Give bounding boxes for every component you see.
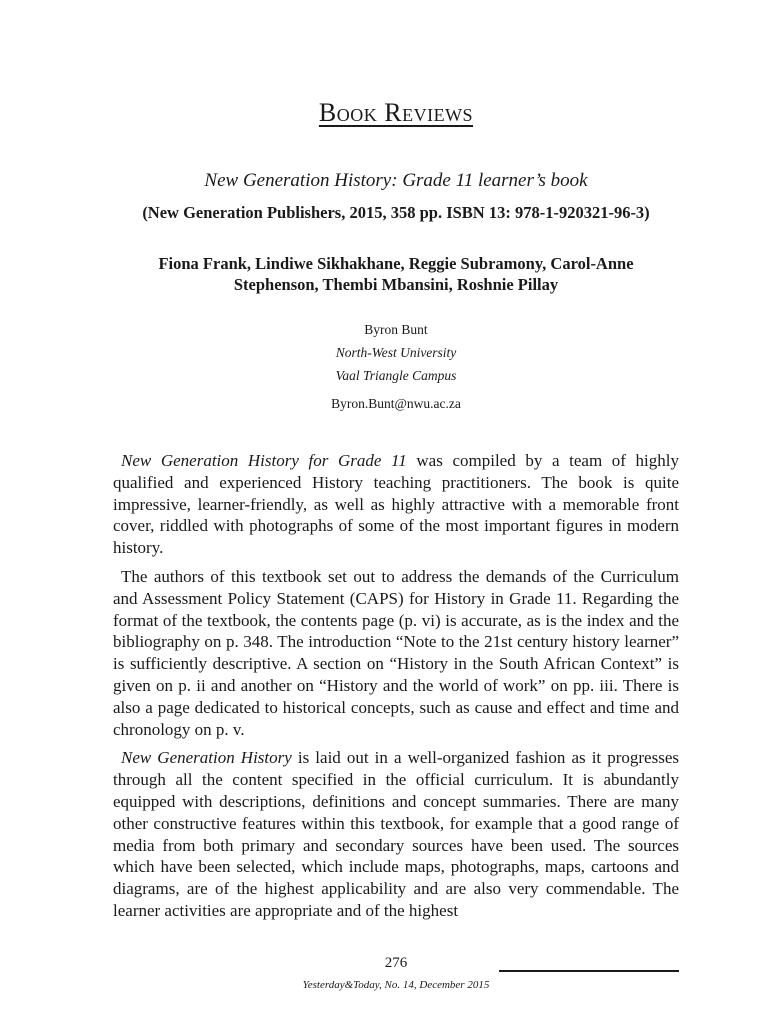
reviewer-name: Byron Bunt: [364, 322, 428, 337]
paragraph-3: [113, 747, 679, 921]
reviewer-institution: North-West University: [335, 345, 457, 360]
book-authors: [113, 253, 679, 295]
reviewer-email: Byron.Bunt@nwu.ac.za: [331, 396, 461, 411]
review-body: [113, 450, 679, 929]
journal-reference: Yesterday&Today, No. 14, December 2015: [302, 979, 490, 991]
reviewer-block: [113, 318, 679, 415]
paragraph-1-book-title: New Generation History for Grade 11: [121, 451, 407, 470]
paragraph-3-text: is laid out in a well-organized fashion as it progresses through all the content specified in the official curriculum. It is abundantly equipped with descriptions, definitions and concept summaries. There are many other constructive features within this textbook, for example that a good range of media from both primary and secondary sources have been used. The sources which have been selected, which include maps, photographs, maps, cartoons and diagrams, are of the highest applicability and are also very commendable. The learner activities are appropriate and of the highest: [113, 748, 679, 920]
section-title: Book Reviews: [318, 98, 474, 127]
book-publication-details: (New Generation Publishers, 2015, 358 pp. ISBN 13: 978-1-920321-96-3): [142, 203, 650, 222]
reviewer-campus: Vaal Triangle Campus: [335, 368, 457, 383]
document-page: [113, 0, 679, 1024]
paragraph-3-book-title: New Generation History: [121, 748, 292, 768]
page-number: 276: [384, 955, 408, 971]
book-authors-line-1: Fiona Frank, Lindiwe Sikhakhane, Reggie Subramony, Carol-Anne: [158, 254, 634, 273]
paragraph-1-text: was compiled by a team of highly qualified and experienced History teaching practitioners. The book is quite impressive, learner-friendly, as well as highly attractive with a memorable front cover, riddled with photographs of some of the most important figures in modern history.: [113, 451, 680, 558]
book-authors-line-2: Stephenson, Thembi Mbansini, Roshnie Pillay: [233, 275, 559, 294]
paragraph-2: The authors of this textbook set out to address the demands of the Curriculum and Assessment Policy Statement (CAPS) for History in Grade 11. Regarding the format of the textbook, the contents page (p. vi) is accurate, as is the index and the bibliography on p. 348. The introduction “Note to the 21st century history learner” is sufficiently descriptive. A section on “History in the South African Context” is given on p. ii and another on “History and the world of work” on pp. iii. There is also a page dedicated to historical concepts, such as cause and effect and time and chronology on p. v.: [113, 566, 679, 739]
paragraph-1: [113, 450, 679, 559]
book-title: New Generation History: Grade 11 learner’s book: [204, 170, 588, 191]
footer-divider: [499, 970, 679, 972]
